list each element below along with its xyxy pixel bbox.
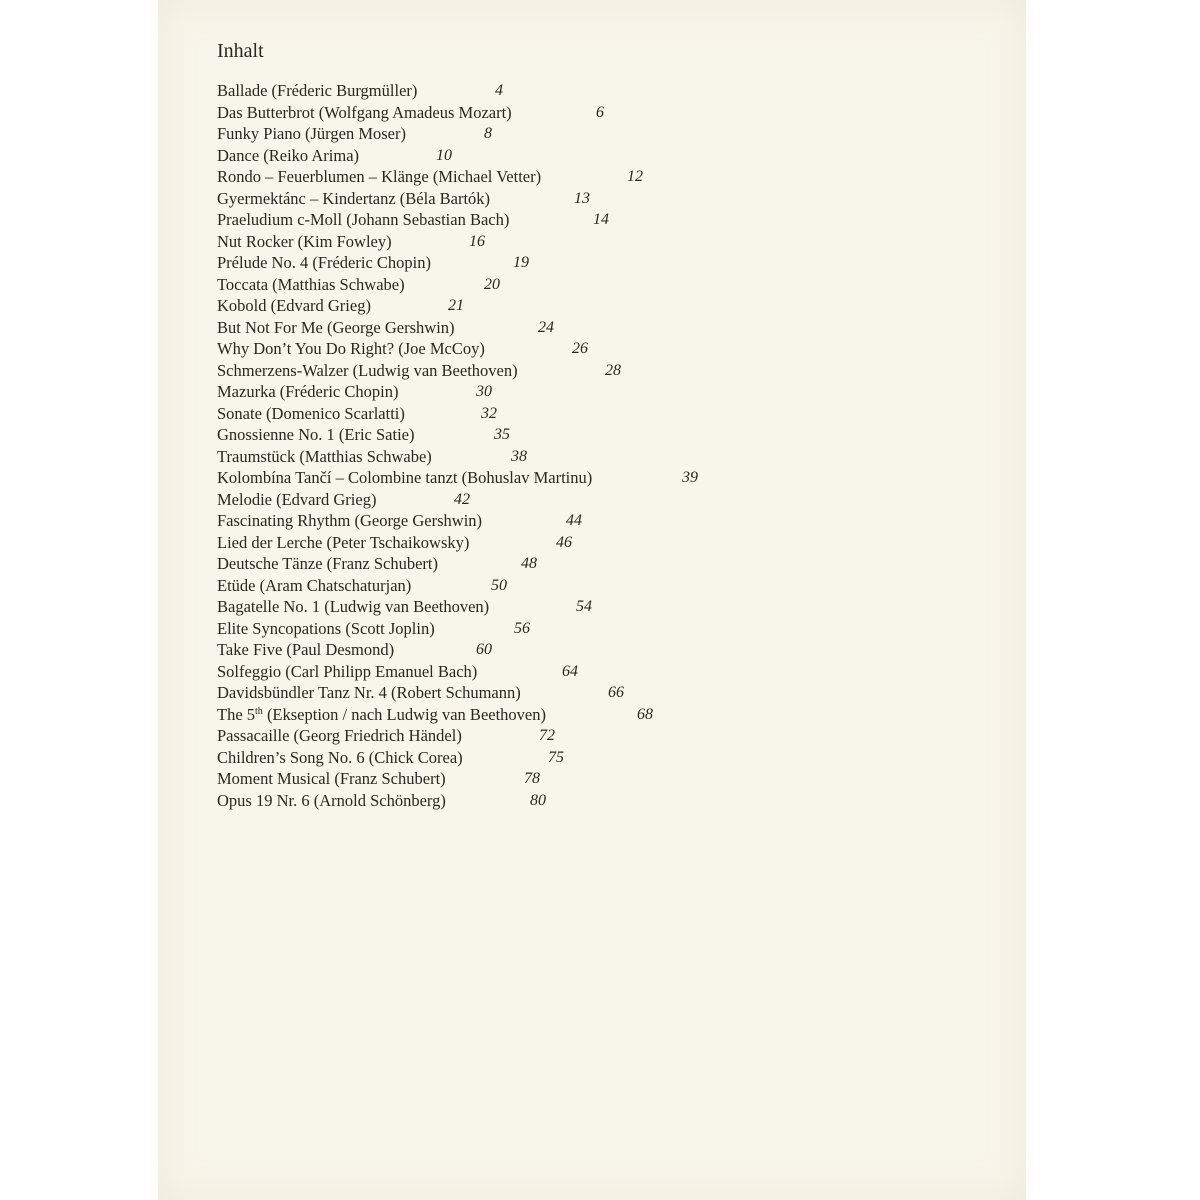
- toc-entry-page-number: 8: [484, 125, 492, 142]
- toc-entry-title-text: Why Don’t You Do Right? (Joe McCoy): [217, 339, 485, 358]
- toc-entry: [217, 252, 777, 274]
- toc-entry-title: [217, 489, 376, 511]
- toc-entry-page-number: 12: [627, 168, 643, 185]
- toc-entry-title: [217, 381, 398, 403]
- toc-entry-title: [217, 639, 394, 661]
- table-of-contents: [217, 80, 777, 811]
- toc-entry: [217, 768, 777, 790]
- toc-entry-page-number: 44: [566, 512, 582, 529]
- toc-entry-title-text: But Not For Me (George Gershwin): [217, 317, 455, 337]
- toc-entry: [217, 747, 777, 769]
- toc-entry-page-number: 4: [495, 82, 503, 99]
- toc-entry-title: [217, 252, 431, 274]
- toc-entry-title-text: Etüde (Aram Chatschaturjan): [217, 575, 412, 595]
- toc-entry-page-number: 78: [524, 770, 540, 787]
- toc-entry: [217, 575, 777, 597]
- toc-entry-title-text: Dance (Reiko Arima): [217, 145, 360, 165]
- toc-entry-title: [217, 403, 405, 425]
- toc-entry-page-number: 54: [576, 598, 592, 615]
- toc-entry-title-text: Rondo – Feuerblumen – Klänge (Michael Vetter): [217, 167, 542, 186]
- toc-entry-page-number: 35: [494, 426, 510, 443]
- toc-entry-title-text: Gyermektánc – Kindertanz (Béla Bartók): [217, 188, 491, 208]
- toc-entry: [217, 317, 777, 339]
- toc-entry: [217, 274, 777, 296]
- toc-entry: [217, 553, 777, 575]
- toc-entry-title: [217, 188, 490, 210]
- toc-entry: [217, 123, 777, 145]
- toc-entry-title: [217, 145, 359, 167]
- toc-entry: [217, 424, 777, 446]
- toc-entry-title-text: Solfeggio (Carl Philipp Emanuel Bach): [217, 661, 478, 681]
- toc-entry: [217, 532, 777, 554]
- toc-entry-title: [217, 747, 463, 769]
- toc-entry-title-text: Prélude No. 4 (Fréderic Chopin): [217, 253, 431, 272]
- toc-entry-title: [217, 725, 462, 747]
- toc-entry-title: [217, 80, 417, 102]
- toc-entry-page-number: 30: [476, 383, 492, 400]
- toc-entry: [217, 790, 777, 812]
- toc-entry: [217, 446, 777, 468]
- toc-entry-page-number: 24: [538, 318, 554, 336]
- toc-entry: [217, 596, 777, 618]
- toc-entry-title-text: (Ekseption / nach Ludwig van Beethoven): [262, 704, 546, 724]
- toc-entry-title-text: Fascinating Rhythm (George Gershwin): [217, 511, 483, 530]
- toc-entry: [217, 360, 777, 382]
- toc-entry-title-text: Children’s Song No. 6 (Chick Corea): [217, 747, 463, 767]
- toc-entry-page-number: 72: [539, 727, 555, 744]
- toc-entry-title-text: Praeludium c-Moll (Johann Sebastian Bach): [217, 210, 510, 229]
- toc-entry-title: [217, 596, 489, 618]
- toc-entry-title-text: Take Five (Paul Desmond): [217, 640, 395, 659]
- toc-entry: [217, 188, 777, 210]
- toc-entry-page-number: 38: [511, 447, 527, 465]
- toc-entry-title: [217, 123, 406, 145]
- toc-entry-title: [217, 446, 432, 468]
- toc-entry-title-text: The 5: [217, 704, 256, 724]
- toc-entry-title-text: Lied der Lerche (Peter Tschaikowsky): [217, 532, 470, 552]
- toc-entry-page-number: 21: [448, 297, 464, 314]
- toc-entry-page-number: 32: [481, 404, 497, 422]
- toc-entry: [217, 80, 777, 102]
- toc-entry-title: [217, 618, 435, 640]
- toc-entry-title-text: Deutsche Tänze (Franz Schubert): [217, 554, 438, 573]
- toc-entry-title: [217, 338, 485, 360]
- toc-entry: [217, 381, 777, 403]
- toc-entry-title-text: Kobold (Edvard Grieg): [217, 296, 371, 315]
- toc-entry-title-text: Opus 19 Nr. 6 (Arnold Schönberg): [217, 790, 446, 810]
- toc-entry-page-number: 14: [593, 211, 609, 228]
- toc-entry-title-text: Moment Musical (Franz Schubert): [217, 769, 446, 788]
- toc-entry-page-number: 39: [682, 469, 698, 486]
- toc-entry-title: [217, 467, 592, 489]
- toc-entry-title: [217, 704, 546, 726]
- toc-entry-title-text: Ballade (Fréderic Burgmüller): [217, 81, 418, 100]
- toc-entry-page-number: 66: [608, 684, 624, 701]
- toc-entry-title: [217, 661, 477, 683]
- toc-entry-title: [217, 360, 518, 382]
- toc-entry-title: [217, 102, 512, 124]
- toc-entry-page-number: 64: [562, 662, 578, 680]
- toc-entry-title-text: Das Butterbrot (Wolfgang Amadeus Mozart): [217, 102, 512, 122]
- toc-entry-title-text: Nut Rocker (Kim Fowley): [217, 231, 392, 251]
- toc-entry-title-text: Traumstück (Matthias Schwabe): [217, 446, 432, 466]
- toc-entry-title-text: Bagatelle No. 1 (Ludwig van Beethoven): [217, 597, 490, 616]
- toc-entry-title: [217, 317, 455, 339]
- toc-entry-page-number: 56: [514, 619, 530, 637]
- toc-entry-title-text: Funky Piano (Jürgen Moser): [217, 124, 406, 143]
- toc-entry-page-number: 46: [556, 533, 572, 551]
- toc-entry: [217, 510, 777, 532]
- toc-entry-page-number: 68: [637, 705, 653, 723]
- toc-entry: [217, 209, 777, 231]
- toc-entry-title-text: Toccata (Matthias Schwabe): [217, 274, 405, 294]
- toc-entry-title-text: Passacaille (Georg Friedrich Händel): [217, 726, 462, 745]
- toc-entry-title: [217, 209, 509, 231]
- toc-entry-page-number: 48: [521, 555, 537, 572]
- toc-entry: [217, 102, 777, 124]
- toc-entry-page-number: 20: [484, 275, 500, 293]
- toc-entry-title: [217, 510, 482, 532]
- toc-entry-title: [217, 295, 371, 317]
- toc-entry: [217, 467, 777, 489]
- toc-entry-title-text: Schmerzens-Walzer (Ludwig van Beethoven): [217, 360, 518, 380]
- toc-entry-title-text: Sonate (Domenico Scarlatti): [217, 403, 405, 423]
- toc-entry: [217, 489, 777, 511]
- toc-entry: [217, 682, 777, 704]
- toc-entry-title: [217, 553, 438, 575]
- toc-entry-title-text: Mazurka (Fréderic Chopin): [217, 382, 399, 401]
- toc-entry-title: [217, 274, 405, 296]
- toc-entry-title: [217, 575, 411, 597]
- toc-entry-title-text: Davidsbündler Tanz Nr. 4 (Robert Schumann): [217, 683, 521, 702]
- toc-entry-title: [217, 768, 446, 790]
- toc-entry: [217, 618, 777, 640]
- toc-entry-page-number: 80: [530, 791, 546, 809]
- toc-entry-title: [217, 532, 469, 554]
- toc-entry-page-number: 60: [476, 641, 492, 658]
- toc-entry-page-number: 50: [491, 576, 507, 594]
- toc-entry-title-text: Elite Syncopations (Scott Joplin): [217, 618, 435, 638]
- toc-entry: [217, 403, 777, 425]
- toc-entry: [217, 295, 777, 317]
- toc-entry: [217, 704, 777, 726]
- toc-entry-page-number: 75: [548, 748, 564, 766]
- toc-entry-page-number: 28: [605, 361, 621, 379]
- toc-entry-title-text: Gnossienne No. 1 (Eric Satie): [217, 425, 415, 444]
- toc-entry: [217, 231, 777, 253]
- page-title: Inhalt: [217, 40, 264, 62]
- toc-entry: [217, 661, 777, 683]
- toc-entry-title: [217, 231, 392, 253]
- toc-entry-page-number: 19: [513, 254, 529, 271]
- toc-entry-title-text: Kolombína Tančí – Colombine tanzt (Bohuslav Martinu): [217, 468, 593, 487]
- toc-entry-superscript: th: [255, 705, 263, 717]
- toc-entry-page-number: 16: [469, 232, 485, 250]
- toc-entry: [217, 338, 777, 360]
- toc-entry-title: [217, 166, 541, 188]
- toc-entry: [217, 639, 777, 661]
- toc-entry-page-number: 6: [596, 103, 604, 121]
- toc-entry: [217, 725, 777, 747]
- toc-entry-title: [217, 424, 415, 446]
- toc-entry-page-number: 13: [574, 189, 590, 207]
- toc-entry-page-number: 42: [454, 490, 470, 508]
- toc-entry: [217, 145, 777, 167]
- toc-entry-page-number: 10: [436, 146, 452, 164]
- toc-entry: [217, 166, 777, 188]
- toc-entry-title: [217, 790, 446, 812]
- toc-entry-page-number: 26: [572, 340, 588, 357]
- toc-entry-title: [217, 682, 521, 704]
- toc-entry-title-text: Melodie (Edvard Grieg): [217, 489, 377, 509]
